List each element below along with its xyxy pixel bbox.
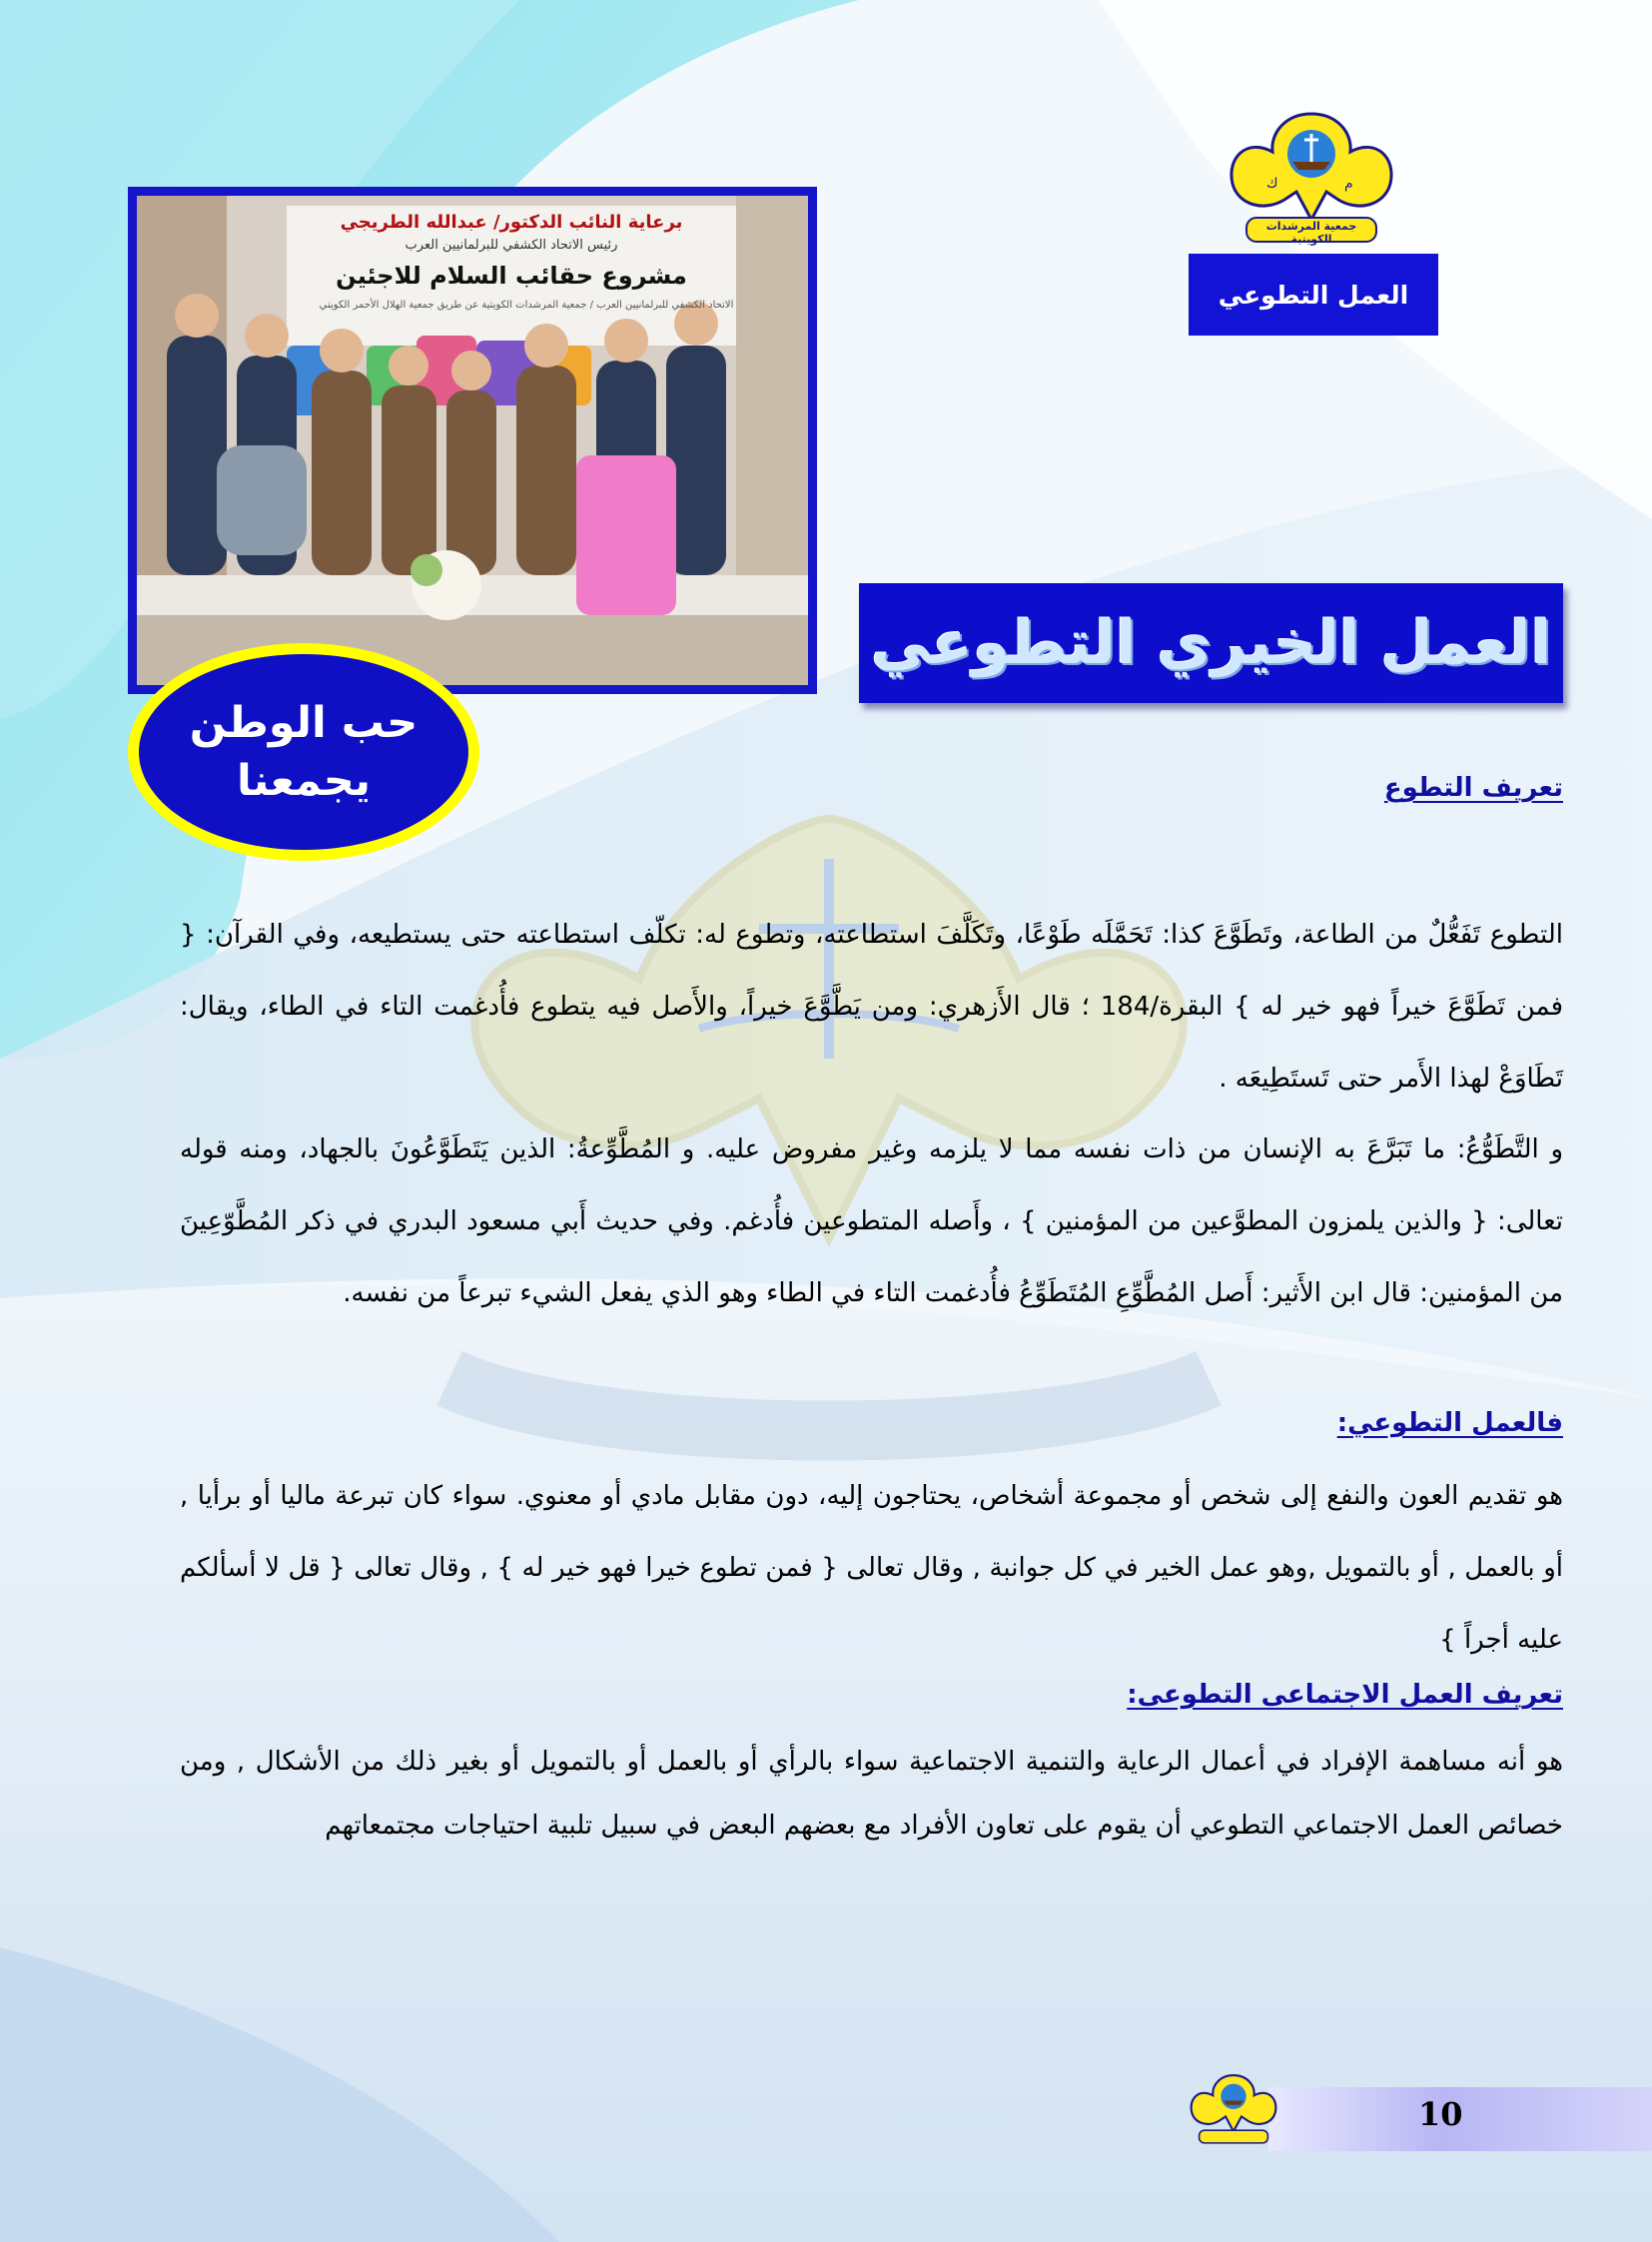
section-tag [1189, 254, 1438, 336]
banner-line-2: رئيس الاتحاد الكشفي للبرلمانيين العرب [405, 238, 618, 253]
banner-line-4: الاتحاد الكشفي للبرلمانيين العرب / جمعية المرشدات الكويتية عن طريق جمعية الهلال الأحمر الكويتي [319, 300, 734, 311]
paragraph-volunteer-work: هو تقديم العون والنفع إلى شخص أو مجموعة أشخاص، يحتاجون إليه، دون مقابل مادي أو معنوي. سواء كان تبرعة ماليا أو برأيا , أو بالعمل , أو بالتمويل ,وهو عمل الخير في كل جوانبة , وقال تعالى { فمن تطوع خيرا فهو خير له } , وقال تعالى { قل لا أسألكم عليه أجراً } [180, 1481, 1563, 1655]
banner-line-1: برعاية النائب الدكتور/ عبدالله الطريجي [340, 212, 683, 233]
event-photo [128, 187, 817, 694]
event-photo-image [137, 196, 808, 685]
slogan-line-1: حب الوطن [189, 698, 418, 748]
paragraph-social-volunteer-work: هو أنه مساهمة الإفراد في أعمال الرعاية والتنمية الاجتماعية سواء بالرأي أو بالعمل أو بالتمويل أو بغير ذلك من الأشكال , ومن خصائص العمل الاجتماعي التطوعي أن يقوم على تعاون الأفراد مع بعضهم البعض في سبيل تلبية احتياجات مجتمعاتهم [180, 1747, 1563, 1841]
page-title-box [859, 583, 1563, 703]
banner-line-3: مشروع حقائب السلام للاجئين [336, 262, 687, 290]
heading-volunteering-definition: تعريف التطوع [1383, 773, 1563, 803]
heading-social-volunteer-work: تعريف العمل الاجتماعى التطوعى: [1127, 1680, 1563, 1710]
paragraph-definition-2: و التَّطَوُّعُ: ما تَبَرَّعَ به الإنسان من ذات نفسه مما لا يلزمه وغير مفروض عليه. و المُطَّوِّعةُ: الذين يَتَطَوَّعُونَ بالجهاد، ومنه قوله تعالى: { والذين يلمزون المطوَّعين من المؤمنين } ، وأَصله المتطوعين فأُدغم. وفي حديث أَبي مسعود البدري في ذكر المُطَّوّعِينَ من المؤمنين: قال ابن الأَثير: أَصل المُطَّوِّعِ المُتَطَوِّعُ فأُدغمت التاء في الطاء وهو الذي يفعل الشيء تبرعاً من نفسه. [180, 1134, 1563, 1308]
svg-text:م: م [1344, 176, 1353, 192]
logo-caption: جمعية المرشدات الكويتية [1265, 220, 1357, 246]
slogan-oval [128, 643, 479, 861]
svg-text:ك: ك [1266, 176, 1278, 192]
page-number: 10 [1418, 2095, 1463, 2133]
association-logo [1227, 108, 1396, 248]
slogan-line-2: يجمعنا [237, 756, 371, 806]
page-title: العمل الخيري التطوعي [871, 608, 1552, 678]
section-tag-label: العمل التطوعي [1218, 280, 1409, 310]
footer-logo [1189, 2067, 1278, 2151]
paragraph-definition-1: التطوع تَفَعُّلٌ من الطاعة، وتَطَوَّعَ كذا: تَحَمَّلَه طَوْعًا، وتَكَلَّفَ استطاعته، وتطوع له: تكلّف استطاعته حتى يستطيعه، وفي القرآن: { فمن تَطَوَّعَ خيراً فهو خير له } البقرة/184 ؛ قال الأَزهري: ومن يَطَّوَّعَ خيراً، والأَصل فيه يتطوع فأُدغمت التاء في الطاء، ويقال: تَطَاوَعْ لهذا الأَمر حتى تَستَطِيعَه . [180, 920, 1563, 1094]
heading-volunteer-work: فالعمل التطوعي: [1336, 1408, 1563, 1438]
